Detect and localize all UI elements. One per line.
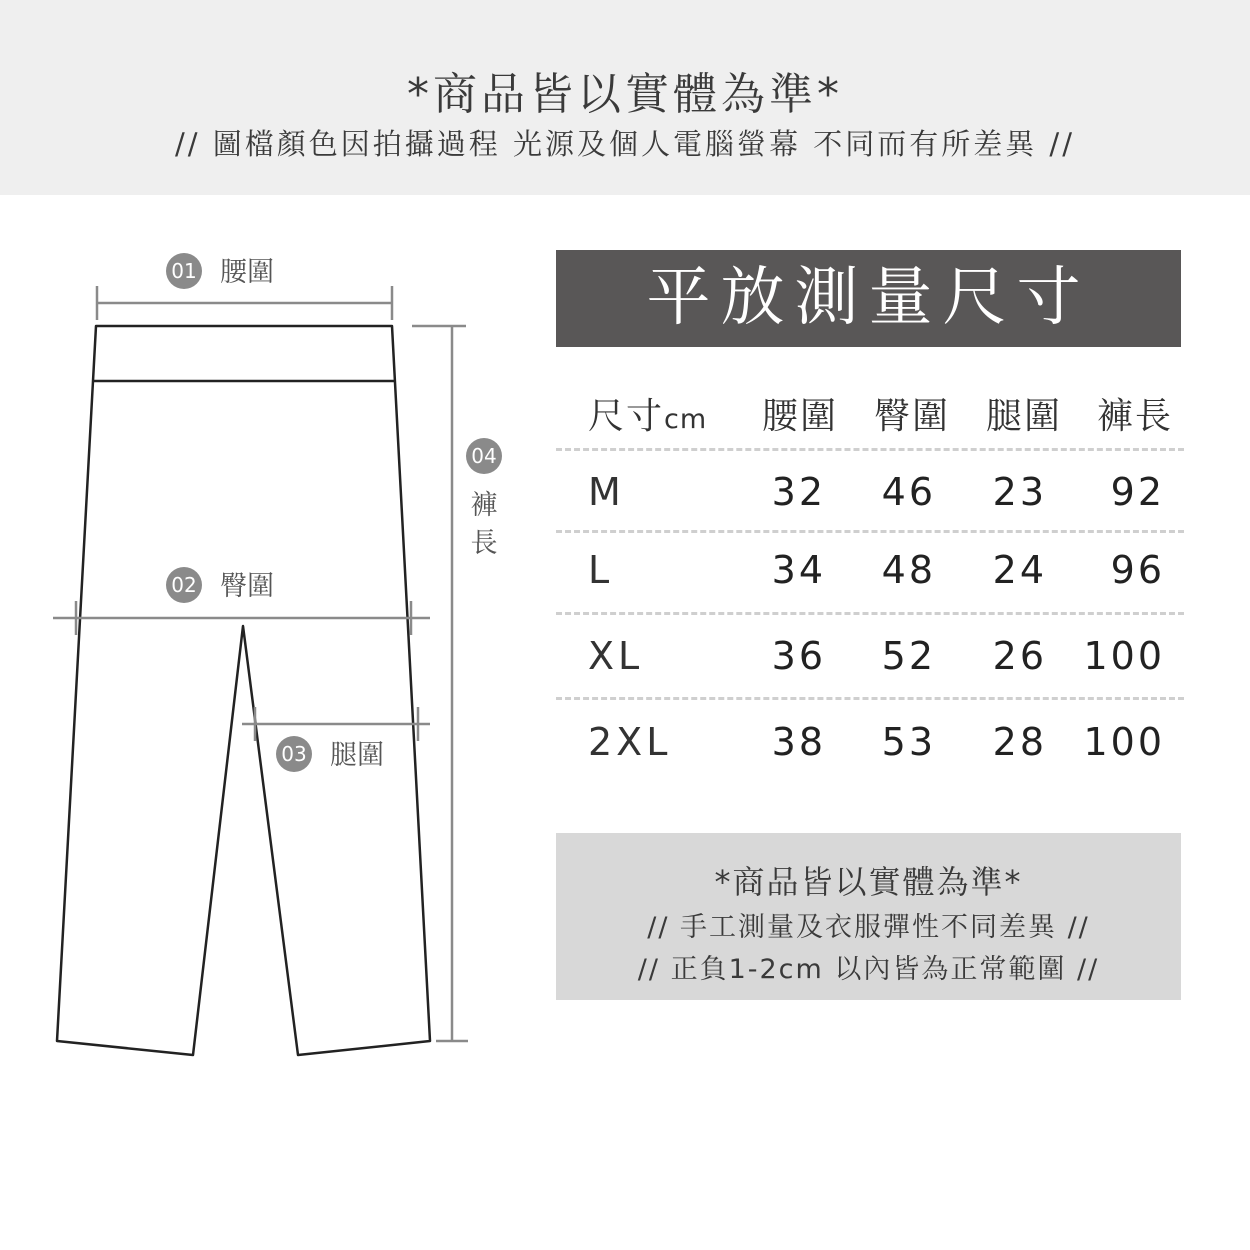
notes-box bbox=[556, 833, 1181, 1000]
row-divider bbox=[556, 530, 1184, 533]
cell-xl-waist: 36 bbox=[771, 634, 826, 678]
cell-2xl-length: 100 bbox=[1083, 720, 1165, 764]
header-hip: 臀圍 bbox=[874, 396, 951, 437]
waist-measure bbox=[97, 286, 392, 320]
cell-m-length: 92 bbox=[1110, 470, 1165, 514]
waist-badge-number: 01 bbox=[171, 259, 197, 283]
length-badge-number: 04 bbox=[471, 444, 497, 468]
pants-diagram bbox=[0, 0, 540, 1250]
cell-xl-thigh: 26 bbox=[992, 634, 1047, 678]
hip-badge-number: 02 bbox=[171, 573, 197, 597]
cell-l-thigh: 24 bbox=[992, 548, 1047, 592]
row-size-2xl: 2XL bbox=[588, 720, 672, 764]
banner-title: *商品皆以實體為準* bbox=[407, 69, 843, 120]
hip-label: 臀圍 bbox=[220, 571, 274, 602]
header-length: 褲長 bbox=[1097, 396, 1174, 437]
row-size-xl: XL bbox=[588, 634, 644, 678]
notes-line-1: // 手工測量及衣服彈性不同差異 // bbox=[647, 912, 1090, 943]
thigh-measure bbox=[242, 707, 430, 741]
row-size-l: L bbox=[588, 548, 614, 592]
cell-m-hip: 46 bbox=[881, 470, 936, 514]
cell-2xl-thigh: 28 bbox=[992, 720, 1047, 764]
pants-left-leg bbox=[57, 326, 430, 1055]
thigh-label: 腿圍 bbox=[330, 740, 384, 771]
header-waist: 腰圍 bbox=[762, 396, 839, 437]
cell-l-hip: 48 bbox=[881, 548, 936, 592]
cell-m-waist: 32 bbox=[771, 470, 826, 514]
notes-title: *商品皆以實體為準* bbox=[714, 863, 1023, 901]
cell-xl-length: 100 bbox=[1083, 634, 1165, 678]
header-unit: cm bbox=[664, 404, 708, 435]
row-size-m: M bbox=[588, 470, 625, 514]
cell-m-thigh: 23 bbox=[992, 470, 1047, 514]
table-title: 平放測量尺寸 bbox=[556, 250, 1181, 347]
waist-label: 腰圍 bbox=[220, 257, 274, 288]
header-size bbox=[588, 388, 707, 439]
banner-subtitle: // 圖檔顏色因拍攝過程 光源及個人電腦螢幕 不同而有所差異 // bbox=[175, 127, 1075, 161]
notes-line-2: // 正負1-2cm 以內皆為正常範圍 // bbox=[637, 954, 1100, 985]
length-measure bbox=[412, 326, 468, 1041]
cell-2xl-hip: 53 bbox=[881, 720, 936, 764]
length-label-line2: 長 bbox=[470, 528, 498, 559]
cell-l-waist: 34 bbox=[771, 548, 826, 592]
pants-outline bbox=[57, 326, 430, 1055]
cell-xl-hip: 52 bbox=[881, 634, 936, 678]
row-divider bbox=[556, 448, 1184, 451]
row-divider bbox=[556, 697, 1184, 700]
header-thigh: 腿圍 bbox=[986, 396, 1063, 437]
cell-l-length: 96 bbox=[1110, 548, 1165, 592]
cell-2xl-waist: 38 bbox=[771, 720, 826, 764]
row-divider bbox=[556, 612, 1184, 615]
header-size-text: 尺寸 bbox=[588, 396, 665, 437]
thigh-badge-number: 03 bbox=[281, 742, 307, 766]
length-label-line1: 褲 bbox=[470, 490, 498, 521]
